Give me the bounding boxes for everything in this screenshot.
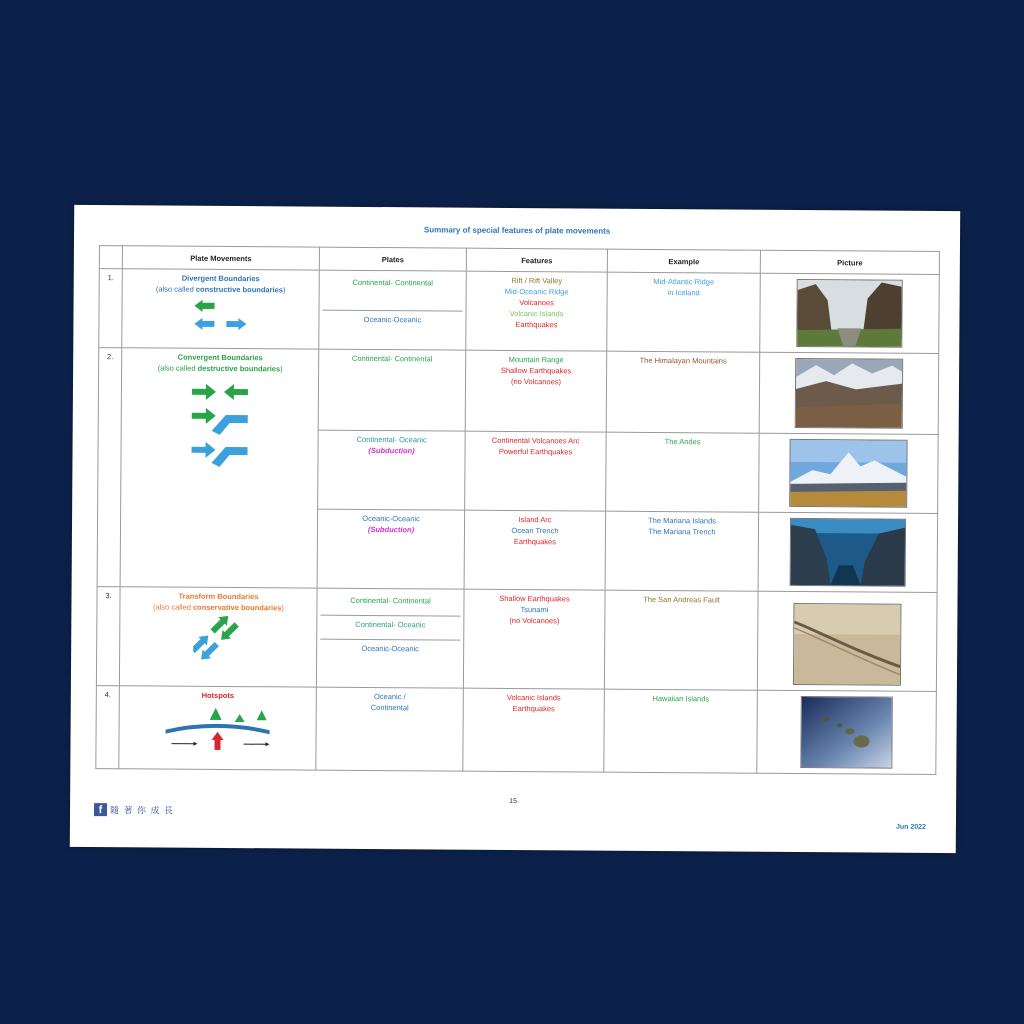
example-item: The Andes	[664, 437, 701, 447]
movement-cell	[122, 269, 320, 349]
picture-cell	[760, 273, 940, 353]
movement-alias: (also called conservative boundaries)	[152, 602, 284, 613]
header-number	[99, 246, 122, 269]
movement-cell	[119, 686, 317, 770]
feature-item: Volcanic Islands	[506, 692, 561, 703]
feature-item: Ocean Trench	[511, 525, 559, 536]
convergent-arrows-icon	[189, 377, 250, 477]
plate-type: Oceanic-Oceanic	[363, 314, 422, 325]
plates-cell	[317, 509, 465, 589]
feature-item: (no Volcanoes)	[509, 615, 560, 626]
example-item: The Mariana Trench	[648, 526, 716, 537]
movement-title: Hotspots	[201, 690, 235, 701]
picture-cell	[757, 591, 937, 691]
plate-movements-table	[95, 245, 940, 775]
row-number: 2.	[97, 348, 122, 587]
document-date: Jun 2022	[895, 823, 926, 831]
movement-cell	[120, 348, 319, 588]
table-row	[98, 348, 939, 435]
features-cell	[464, 510, 606, 590]
andes-photo	[789, 439, 907, 508]
plate-type: Continental- Continental	[351, 353, 433, 364]
plate-type: Continental- Continental	[320, 592, 460, 617]
plate-type: Continental- Continental	[323, 274, 463, 312]
example-cell	[606, 432, 760, 512]
table-row	[99, 269, 940, 354]
feature-item: Mountain Range	[508, 354, 564, 365]
header-example: Example	[607, 249, 760, 273]
page-number: 15	[509, 797, 518, 806]
document-page	[70, 205, 960, 853]
feature-item: Continental Volcanoes Arc	[491, 435, 580, 446]
movement-title: Divergent Boundaries	[181, 273, 260, 284]
features-cell	[465, 431, 607, 511]
movement-alias: (also called constructive boundaries)	[155, 284, 286, 295]
feature-item: Shallow Earthquakes	[500, 365, 572, 376]
plate-note: (Subduction)	[367, 524, 415, 535]
picture-cell	[757, 690, 937, 774]
plates-cell	[316, 687, 464, 771]
plate-type: Oceanic-Oceanic	[361, 643, 419, 654]
movement-title: Transform Boundaries	[178, 591, 259, 602]
footer-logo[interactable]	[94, 801, 174, 818]
example-item: Hawaiian Islands	[652, 693, 710, 704]
transform-arrows-icon	[193, 616, 243, 678]
logo-text: 隨 著 你 成 長	[109, 804, 175, 816]
header-plates: Plates	[319, 247, 466, 271]
plate-type: Oceanic-Oceanic	[362, 513, 420, 524]
facebook-icon: f	[94, 803, 107, 816]
picture-cell	[759, 433, 939, 513]
feature-item: Volcanic Islands	[509, 308, 564, 319]
row-number: 4.	[96, 686, 120, 769]
table-row	[96, 587, 937, 692]
hotspot-diagram-icon	[161, 704, 273, 755]
example-item: The San Andreas Fault	[643, 594, 720, 605]
rift-valley-photo	[796, 279, 902, 348]
san-andreas-photo	[793, 603, 902, 686]
row-number: 3.	[96, 587, 120, 686]
header-plate-movements: Plate Movements	[122, 246, 319, 270]
himalaya-photo	[795, 358, 903, 429]
row-number: 1.	[99, 269, 123, 348]
plate-type: Continental- Oceanic	[356, 434, 427, 445]
features-cell	[465, 350, 607, 432]
example-item: Mid-Atlantic Ridge	[653, 276, 715, 287]
plate-type: Oceanic /	[373, 692, 406, 702]
plates-cell	[316, 588, 464, 688]
movement-cell	[119, 587, 317, 687]
features-cell	[463, 688, 605, 772]
plate-type: Continental	[370, 702, 409, 713]
header-picture: Picture	[760, 250, 939, 274]
hawaii-satellite-photo	[800, 696, 893, 769]
plate-note: (Subduction)	[368, 445, 415, 456]
features-cell	[463, 589, 605, 689]
movement-title: Convergent Boundaries	[177, 352, 263, 363]
divergent-arrows-icon	[190, 298, 250, 334]
feature-item: Powerful Earthquakes	[498, 446, 573, 457]
feature-item: Rift / Rift Valley	[511, 275, 563, 286]
header-features: Features	[466, 248, 607, 272]
example-cell	[607, 272, 761, 352]
example-cell	[605, 511, 759, 591]
table-row	[96, 686, 937, 775]
feature-item: Earthquakes	[515, 319, 558, 330]
feature-item: Island Arc	[518, 515, 552, 525]
document-title: Summary of special features of plate movements	[423, 225, 611, 236]
movement-alias: (also called destructive boundaries)	[157, 363, 283, 374]
example-cell	[604, 689, 758, 773]
example-cell	[606, 351, 760, 433]
example-item: in Iceland	[667, 288, 700, 298]
example-item: The Himalayan Mountains	[639, 355, 727, 366]
feature-item: Earthquakes	[513, 536, 557, 547]
feature-item: Volcanoes	[519, 298, 554, 308]
feature-item: Earthquakes	[512, 703, 555, 714]
features-cell	[466, 271, 608, 351]
example-item: The Mariana Islands	[648, 515, 717, 526]
feature-item: Tsunami	[520, 605, 549, 615]
mariana-trench-photo	[790, 518, 906, 587]
feature-item: Shallow Earthquakes	[499, 593, 570, 604]
plates-cell	[318, 349, 466, 431]
picture-cell	[759, 352, 939, 434]
plate-type: Continental- Oceanic	[320, 616, 460, 641]
feature-item: (no Volcanoes)	[510, 376, 562, 387]
plates-cell	[318, 430, 466, 510]
plates-cell	[319, 270, 467, 350]
example-cell	[604, 590, 758, 690]
picture-cell	[758, 512, 938, 592]
feature-item: Mid-Oceanic Ridge	[504, 286, 569, 297]
